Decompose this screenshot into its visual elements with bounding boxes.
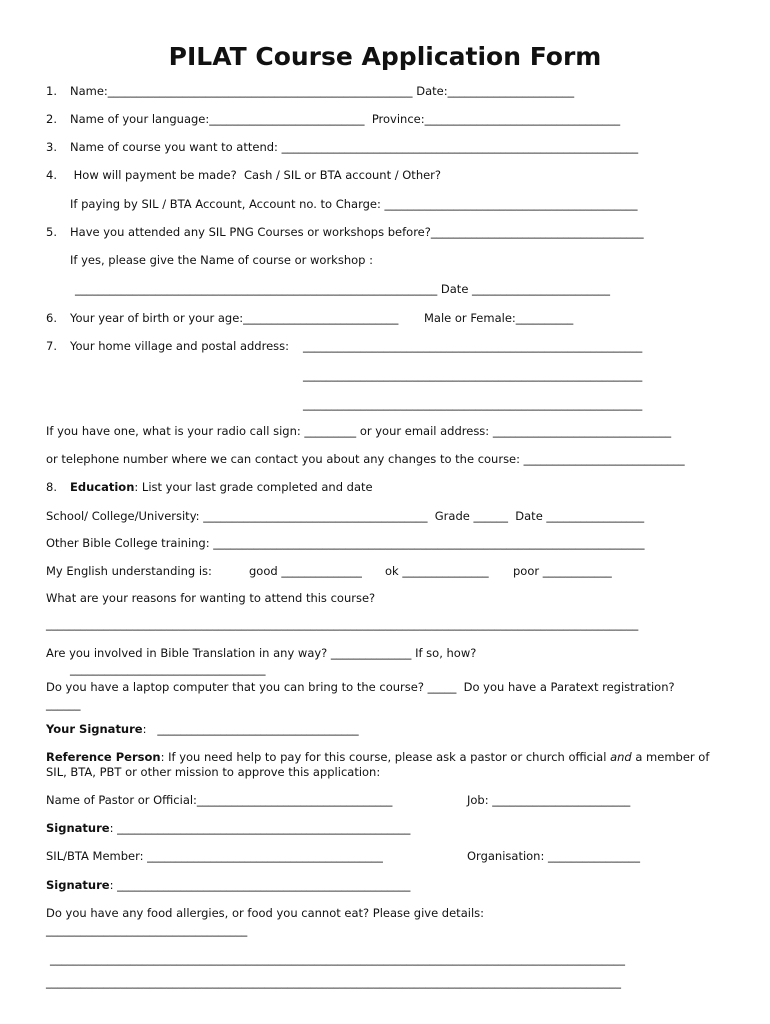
q6-number: 6. bbox=[46, 311, 57, 325]
q5-course-date-field[interactable]: _______________________________________________________________ Date ________________________ bbox=[75, 282, 611, 296]
reasons-line[interactable]: _______________________________________________________________________________________________________ bbox=[46, 617, 639, 631]
q2-number: 2. bbox=[46, 112, 57, 126]
telephone-field[interactable]: or telephone number where we can contact you about any changes to the course: ____________________________ bbox=[46, 452, 685, 466]
english-poor-field[interactable]: poor ____________ bbox=[513, 564, 612, 578]
signature-line[interactable]: : ___________________________________________________ bbox=[109, 821, 411, 835]
food-allergy-question: Do you have any food allergies, or food you cannot eat? Please give details: bbox=[46, 906, 484, 920]
q4-payment-question: How will payment be made? Cash / SIL or BTA account / Other? bbox=[70, 168, 442, 182]
job-field[interactable]: Job: ________________________ bbox=[467, 793, 631, 807]
bible-translation-question[interactable]: Are you involved in Bible Translation in any way? ______________ If so, how? bbox=[46, 646, 477, 660]
q5-number: 5. bbox=[46, 225, 57, 239]
reference-person-text bbox=[46, 750, 709, 764]
reference-text-1: : If you need help to pay for this course, please ask a pastor or church official bbox=[160, 750, 611, 764]
radio-email-field[interactable]: If you have one, what is your radio call sign: _________ or your email address: _______________________________ bbox=[46, 424, 672, 438]
food-line-3[interactable]: ____________________________________________________________________________________________________ bbox=[46, 975, 621, 989]
your-signature-field[interactable] bbox=[46, 722, 359, 736]
q4-number: 4. bbox=[46, 168, 57, 182]
q8-number: 8. bbox=[46, 480, 57, 494]
member-signature-field[interactable] bbox=[46, 878, 410, 892]
education-heading bbox=[70, 480, 373, 494]
your-signature-line[interactable]: : ___________________________________ bbox=[142, 722, 359, 736]
english-good-field[interactable]: good ______________ bbox=[249, 564, 362, 578]
sil-member-field[interactable]: SIL/BTA Member: _________________________________________ bbox=[46, 849, 383, 863]
q7-address-label: Your home village and postal address: bbox=[70, 339, 290, 353]
english-label: My English understanding is: bbox=[46, 564, 212, 578]
bible-college-field[interactable]: Other Bible College training: ___________________________________________________________________________ bbox=[46, 536, 645, 550]
pastor-signature-field[interactable] bbox=[46, 821, 410, 835]
reference-person-label: Reference Person bbox=[46, 750, 161, 764]
reference-and: and bbox=[610, 750, 632, 764]
school-field[interactable]: School/ College/University: _______________________________________ Grade ______ Date _________________ bbox=[46, 509, 645, 523]
signature-label: Signature bbox=[46, 878, 110, 892]
reasons-question: What are your reasons for wanting to attend this course? bbox=[46, 591, 376, 605]
q1-number: 1. bbox=[46, 84, 57, 98]
food-line-1[interactable]: ___________________________________ bbox=[46, 923, 248, 937]
q5-course-name-prompt: If yes, please give the Name of course or workshop : bbox=[70, 253, 373, 267]
q3-course-field[interactable]: Name of course you want to attend: ______________________________________________________________ bbox=[70, 140, 639, 154]
q2-language-province-field[interactable]: Name of your language:___________________________ Province:__________________________________ bbox=[70, 112, 621, 126]
form-title: PILAT Course Application Form bbox=[168, 42, 602, 71]
paratext-line[interactable]: ______ bbox=[46, 697, 81, 711]
bible-translation-line[interactable]: __________________________________ bbox=[70, 662, 266, 676]
q3-number: 3. bbox=[46, 140, 57, 154]
q5-previous-courses-field[interactable]: Have you attended any SIL PNG Courses or workshops before?_____________________________________ bbox=[70, 225, 644, 239]
laptop-question[interactable]: Do you have a laptop computer that you can bring to the course? _____ Do you have a Paratext registration? bbox=[46, 680, 675, 694]
education-text: : List your last grade completed and date bbox=[134, 480, 373, 494]
signature-line[interactable]: : ___________________________________________________ bbox=[109, 878, 411, 892]
q7-number: 7. bbox=[46, 339, 57, 353]
q4-account-field[interactable]: If paying by SIL / BTA Account, Account no. to Charge: ____________________________________________ bbox=[70, 197, 638, 211]
signature-label: Signature bbox=[46, 821, 110, 835]
pastor-name-field[interactable]: Name of Pastor or Official:__________________________________ bbox=[46, 793, 393, 807]
reference-text-3: SIL, BTA, PBT or other mission to approve this application: bbox=[46, 765, 381, 779]
reference-text-2: a member of bbox=[631, 750, 710, 764]
english-ok-field[interactable]: ok _______________ bbox=[385, 564, 489, 578]
address-line-2[interactable]: ___________________________________________________________ bbox=[303, 368, 643, 382]
q6-age-gender-field[interactable]: Your year of birth or your age:___________________________ Male or Female:__________ bbox=[70, 311, 574, 325]
address-line-1[interactable]: ___________________________________________________________ bbox=[303, 339, 643, 353]
education-label: Education bbox=[70, 480, 135, 494]
organisation-field[interactable]: Organisation: ________________ bbox=[467, 849, 641, 863]
q1-name-date-field[interactable]: Name:_____________________________________________________ Date:______________________ bbox=[70, 84, 575, 98]
food-line-2[interactable]: ____________________________________________________________________________________________________ bbox=[50, 952, 625, 966]
address-line-3[interactable]: ___________________________________________________________ bbox=[303, 397, 643, 411]
your-signature-label: Your Signature bbox=[46, 722, 143, 736]
